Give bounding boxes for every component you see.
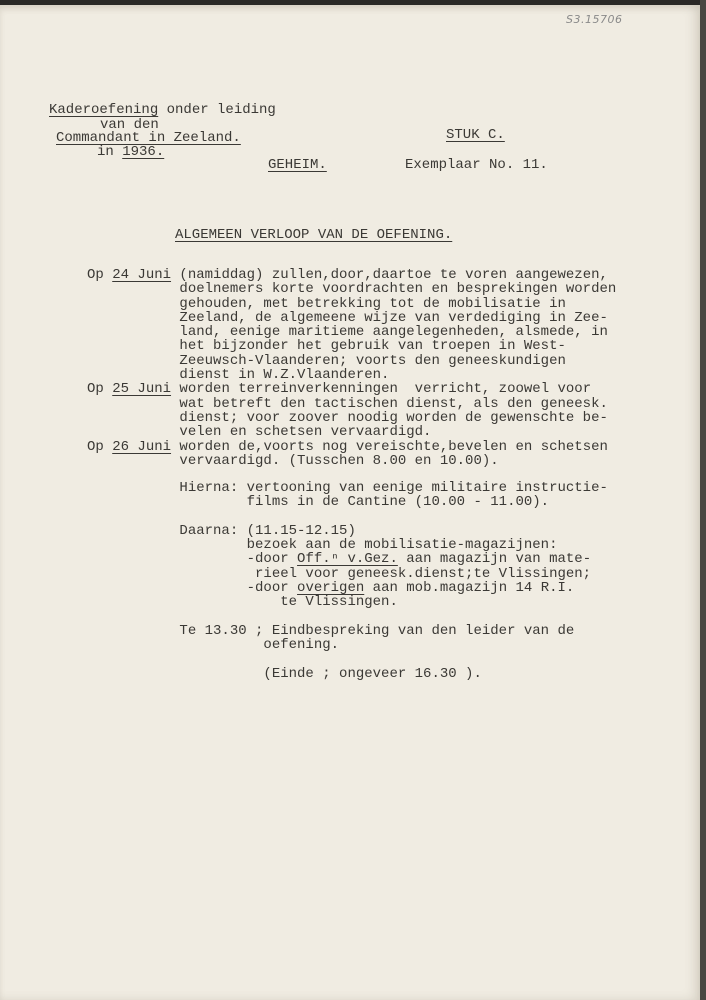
underlined-text: overigen — [297, 580, 365, 597]
text-line — [87, 567, 608, 581]
underlined-text: 25 Juni — [112, 381, 172, 398]
text-segment: Op — [87, 267, 113, 283]
text-line — [87, 311, 616, 325]
text-line — [87, 667, 608, 681]
archive-mark: S3.15706 — [566, 13, 623, 26]
header-line-1 — [49, 103, 276, 117]
text-line — [87, 339, 616, 353]
text-line — [87, 638, 608, 652]
text-segment: dienst in W.Z.Vlaanderen. — [87, 367, 390, 384]
text-line — [87, 440, 616, 454]
text-segment: velen en schetsen vervaardigd. — [87, 424, 432, 441]
text-segment: aan mob.magazijn 14 R.I. — [364, 580, 575, 597]
text-line — [87, 495, 608, 509]
copy-number: Exemplaar No. 11. — [405, 157, 548, 173]
text-segment: Zeeuwsch-Vlaanderen; voorts den geneeskundigen — [87, 352, 566, 369]
text-line — [87, 624, 608, 638]
text-line — [87, 425, 616, 439]
text-line — [87, 411, 616, 425]
text-segment: worden de,voorts nog vereischte,bevelen en schetsen — [171, 438, 608, 455]
page-edge — [700, 0, 706, 1000]
underlined-text: 24 Juni — [112, 267, 172, 283]
text-segment: wat betreft den tactischen dienst, als den geneesk. — [87, 395, 608, 412]
text-line — [87, 382, 616, 396]
text-segment: gehouden, met betrekking tot de mobilisatie in — [87, 295, 566, 312]
text-line — [87, 538, 608, 552]
text-segment: films in de Cantine (10.00 - 11.00). — [87, 494, 550, 511]
text-line — [87, 354, 616, 368]
text-segment: oefening. — [87, 637, 340, 654]
text-segment: Daarna: (11.15-12.15) — [87, 522, 356, 539]
text-segment: het bijzonder het gebruik van troepen in West- — [87, 338, 566, 355]
header-year: 1936. — [122, 144, 165, 160]
text-line — [87, 325, 616, 339]
text-line — [87, 510, 608, 524]
text-segment: worden terreinverkenningen verricht, zoowel voor — [171, 381, 592, 398]
underlined-text: 26 Juni — [112, 438, 172, 455]
header-line-4 — [97, 145, 164, 159]
text-line — [87, 524, 608, 538]
text-line — [87, 297, 616, 311]
text-segment: bezoek aan de mobilisatie-magazijnen: — [87, 537, 558, 554]
document-page — [0, 5, 700, 1000]
text-segment: rieel voor geneesk.dienst;te Vlissingen; — [87, 565, 592, 582]
text-line — [87, 282, 616, 296]
text-segment: te Vlissingen. — [87, 594, 398, 611]
text-segment: Zeeland, de algemeene wijze van verdediging in Zee- — [87, 309, 608, 326]
schedule-details — [87, 481, 608, 681]
text-segment: Op — [87, 381, 113, 398]
text-segment: Op — [87, 438, 113, 455]
underlined-text: Off.ⁿ v.Gez. — [297, 551, 398, 568]
text-line — [87, 397, 616, 411]
classification-label: GEHEIM. — [268, 157, 327, 173]
text-line — [87, 595, 608, 609]
text-segment: vervaardigd. (Tusschen 8.00 en 10.00). — [87, 452, 499, 469]
header-kaderoefening: Kaderoefening — [49, 102, 159, 118]
text-segment: (Einde ; ongeveer 16.30 ). — [87, 665, 482, 682]
text-segment: (namiddag) zullen,door,daartoe te voren aangewezen, — [171, 267, 608, 283]
text-segment: land, eenige maritieme aangelegenheden, alsmede, in — [87, 324, 608, 341]
text-segment: doelnemers korte voordrachten en besprekingen worden — [87, 281, 617, 298]
text-segment: -door — [87, 551, 298, 568]
text-segment: Te 13.30 ; Eindbespreking van den leider van de — [87, 622, 575, 639]
text-line — [87, 653, 608, 667]
text-segment: dienst; voor zoover noodig worden de gewenschte be- — [87, 409, 608, 426]
text-segment: Hierna: vertooning van eenige militaire instructie- — [87, 480, 608, 496]
header-commandant: Commandant in Zeeland. — [56, 130, 241, 146]
schedule-days — [87, 268, 616, 468]
header-line-2: van den — [100, 117, 159, 133]
text-line — [87, 481, 608, 495]
document-title: ALGEMEEN VERLOOP VAN DE OEFENING. — [175, 227, 453, 243]
header-line-4-prefix: in — [97, 144, 123, 160]
text-line — [87, 581, 608, 595]
text-line — [87, 368, 616, 382]
text-line — [87, 610, 608, 624]
piece-label: STUK C. — [446, 127, 505, 143]
text-segment: -door — [87, 580, 298, 597]
text-line — [87, 268, 616, 282]
text-line — [87, 552, 608, 566]
header-line-1-rest: onder leiding — [158, 102, 276, 118]
text-line — [87, 454, 616, 468]
text-segment: aan magazijn van mate- — [397, 551, 592, 568]
